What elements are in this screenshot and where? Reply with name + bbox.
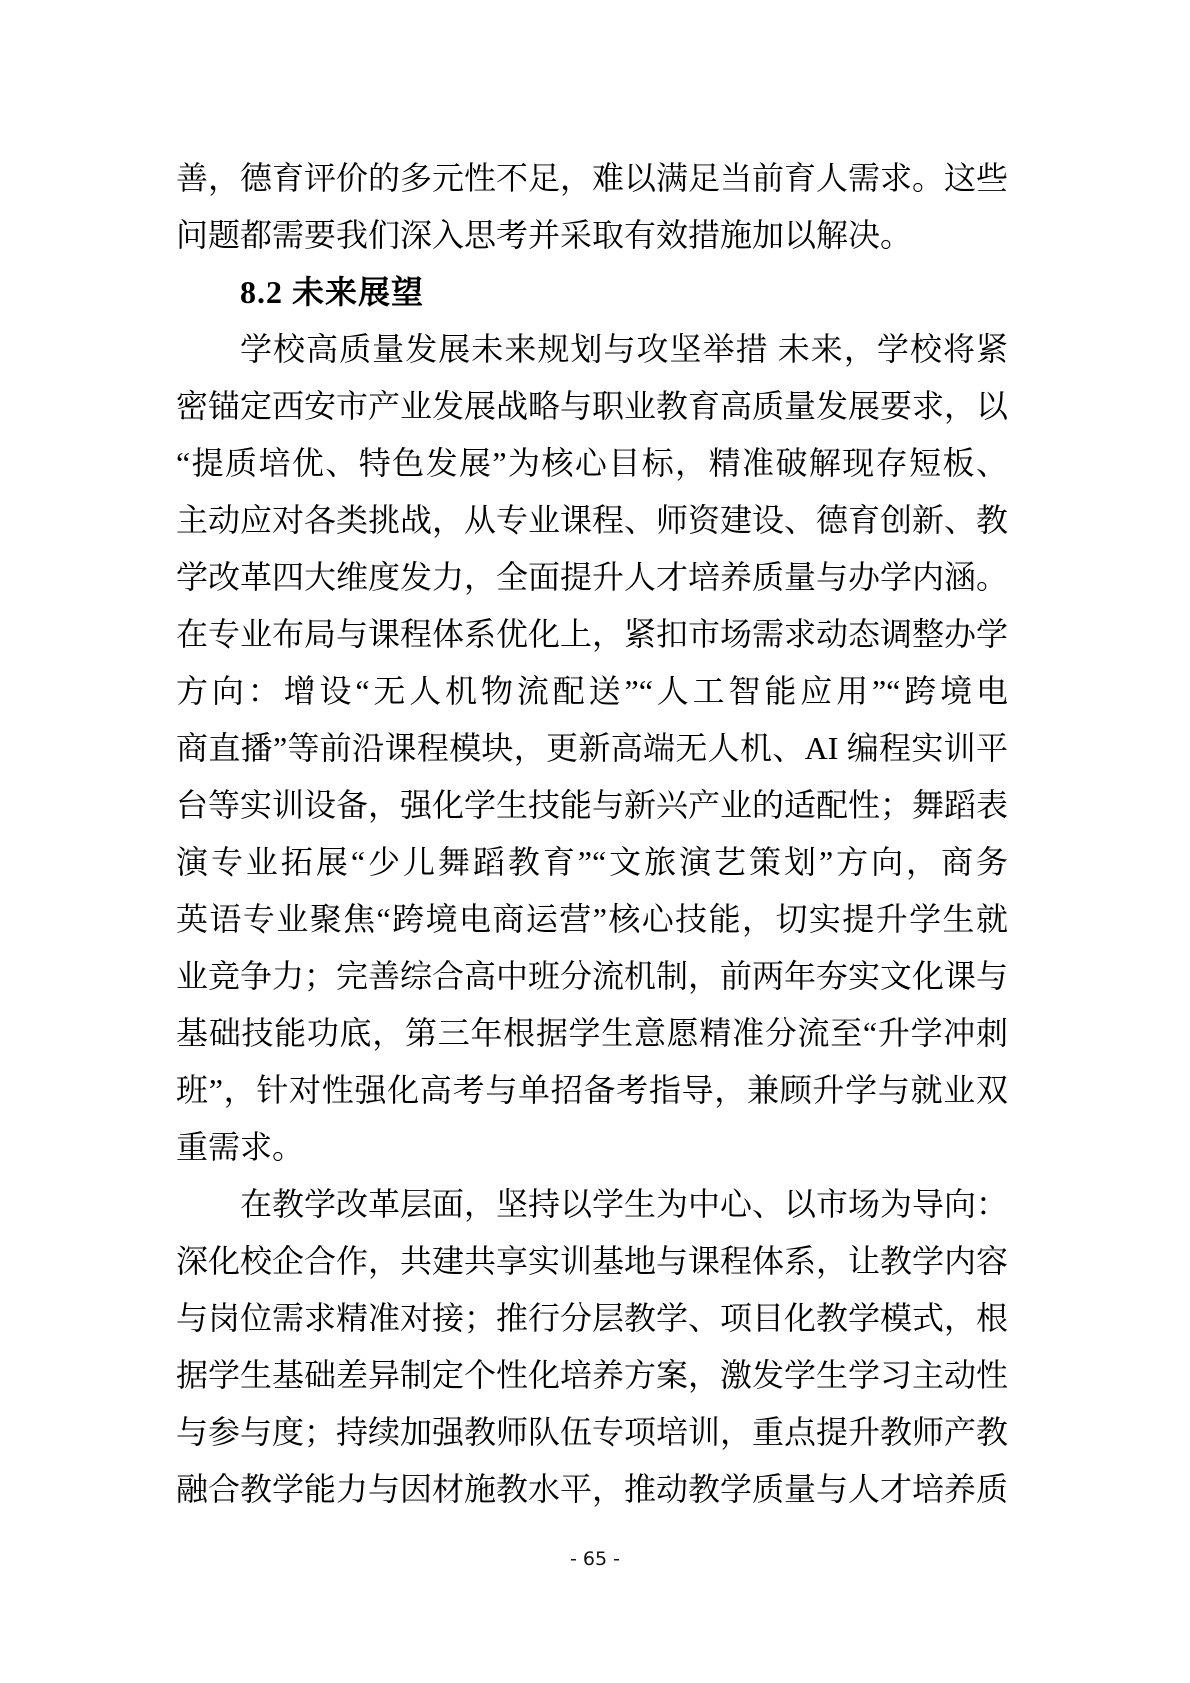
text-line: 演专业拓展“少儿舞蹈教育”“文旅演艺策划”方向，商务 [176, 844, 1008, 880]
text-line: 商直播”等前沿课程模块，更新高端无人机、AI 编程实训平 [176, 730, 1008, 766]
text-line: 深化校企合作，共建共享实训基地与课程体系，让教学内容 [176, 1243, 1008, 1279]
text-line: 台等实训设备，强化学生技能与新兴产业的适配性；舞蹈表 [176, 787, 1008, 823]
text-line: 业竞争力；完善综合高中班分流机制，前两年夯实文化课与 [176, 958, 1008, 994]
text-line: 学改革四大维度发力，全面提升人才培养质量与办学内涵。 [176, 559, 1008, 595]
paragraph [176, 1176, 1008, 1518]
section-heading [176, 264, 1008, 321]
text-line: 善，德育评价的多元性不足，难以满足当前育人需求。这些 [176, 160, 1008, 196]
text-line: 与参与度；持续加强教师队伍专项培训，重点提升教师产教 [176, 1414, 1008, 1450]
document-body [176, 150, 1008, 1518]
text-line: 在教学改革层面，坚持以学生为中心、以市场为导向： [240, 1186, 1008, 1222]
text-line: 重需求。 [176, 1129, 305, 1165]
text-line: 据学生基础差异制定个性化培养方案，激发学生学习主动性 [176, 1357, 1008, 1393]
text-line: 基础技能功底，第三年根据学生意愿精准分流至“升学冲刺 [176, 1015, 1008, 1051]
text-line: 问题都需要我们深入思考并采取有效措施加以解决。 [176, 217, 913, 253]
text-line: 学校高质量发展未来规划与攻坚举措 未来，学校将紧 [240, 331, 1008, 367]
text-line: 英语专业聚焦“跨境电商运营”核心技能，切实提升学生就 [176, 901, 1008, 937]
text-line: 方向：增设“无人机物流配送”“人工智能应用”“跨境电 [176, 673, 1008, 709]
text-line: 主动应对各类挑战，从专业课程、师资建设、德育创新、教 [176, 502, 1008, 538]
heading-text: 8.2 未来展望 [240, 274, 425, 310]
paragraph [176, 321, 1008, 1176]
text-line: 密锚定西安市产业发展战略与职业教育高质量发展要求，以 [176, 388, 1008, 424]
text-line: “提质培优、特色发展”为核心目标，精准破解现存短板、 [176, 445, 1008, 481]
paragraph [176, 150, 1008, 264]
text-line: 与岗位需求精准对接；推行分层教学、项目化教学模式，根 [176, 1300, 1008, 1336]
text-line: 融合教学能力与因材施教水平，推动教学质量与人才培养质 [176, 1471, 1008, 1507]
text-line: 班”，针对性强化高考与单招备考指导，兼顾升学与就业双 [176, 1072, 1008, 1108]
text-line: 在专业布局与课程体系优化上，紧扣市场需求动态调整办学 [176, 616, 1008, 652]
page-number: - 65 - [570, 1548, 620, 1570]
